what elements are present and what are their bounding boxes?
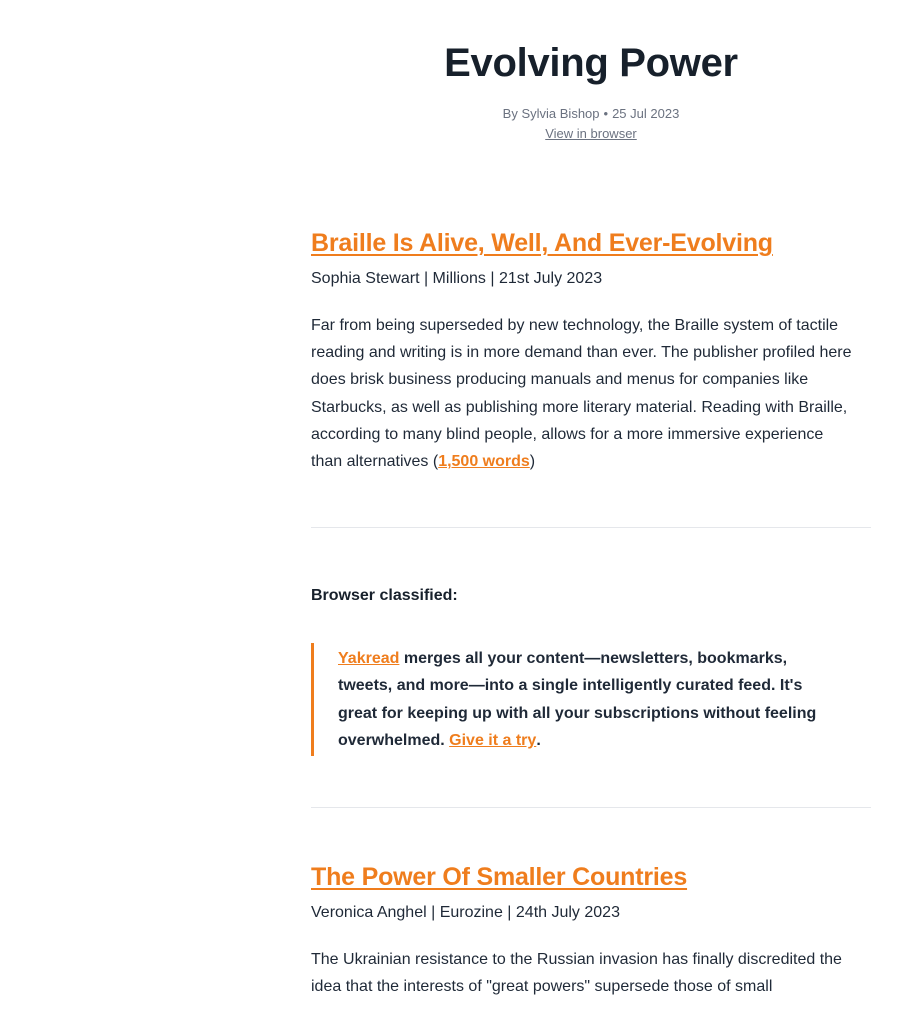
article-title-link[interactable]: The Power Of Smaller Countries [311, 863, 688, 892]
classified-promo [311, 643, 818, 756]
newsletter-title: Evolving Power [444, 41, 738, 85]
publish-date: 25 Jul 2023 [612, 106, 680, 121]
summary-end: ) [529, 453, 536, 471]
newsletter-header [311, 36, 871, 143]
give-it-a-try-link[interactable]: Give it a try [449, 731, 537, 749]
article-meta: Sophia Stewart | Millions | 21st July 2023 [311, 270, 603, 287]
byline-prefix: By [502, 106, 518, 121]
classified-text: merges all your content—newsletters, bookmarks, tweets, and more—into a single intelligently curated feed. It's great for keeping up with all your subscriptions without feeling overwhelmed. [338, 650, 817, 749]
article-summary [311, 312, 856, 475]
classified-label: Browser classified: [311, 587, 458, 605]
author-name: Sylvia Bishop [521, 106, 600, 121]
article-meta: Veronica Anghel | Eurozine | 24th July 2023 [311, 904, 620, 922]
article-item [311, 860, 871, 1000]
article-title-link[interactable]: Braille Is Alive, Well, And Ever-Evolving [311, 229, 773, 257]
byline-separator: • [603, 106, 609, 121]
yakread-link[interactable]: Yakread [338, 650, 400, 668]
word-count-link[interactable]: 1,500 words [438, 453, 530, 471]
section-divider [311, 807, 871, 808]
article-summary-text: Far from being superseded by new technology, the Braille system of tactile reading and writing is in more demand than ever. The publisher profiled here does brisk business producing manuals and menus for companies like Starbucks, as well as publishing more literary material. Reading with Braille, according to many blind people, allows for a more immersive experience than alternatives ( [311, 317, 852, 471]
article-item [311, 226, 871, 475]
view-in-browser-link[interactable]: View in browser [545, 126, 637, 141]
article-summary: The Ukrainian resistance to the Russian invasion has finally discredited the idea that the interests of "great powers" supersede those of small [311, 951, 842, 996]
byline [311, 105, 871, 123]
classified-end: . [536, 731, 541, 749]
section-divider [311, 527, 871, 528]
newsletter-content [311, 226, 871, 1000]
